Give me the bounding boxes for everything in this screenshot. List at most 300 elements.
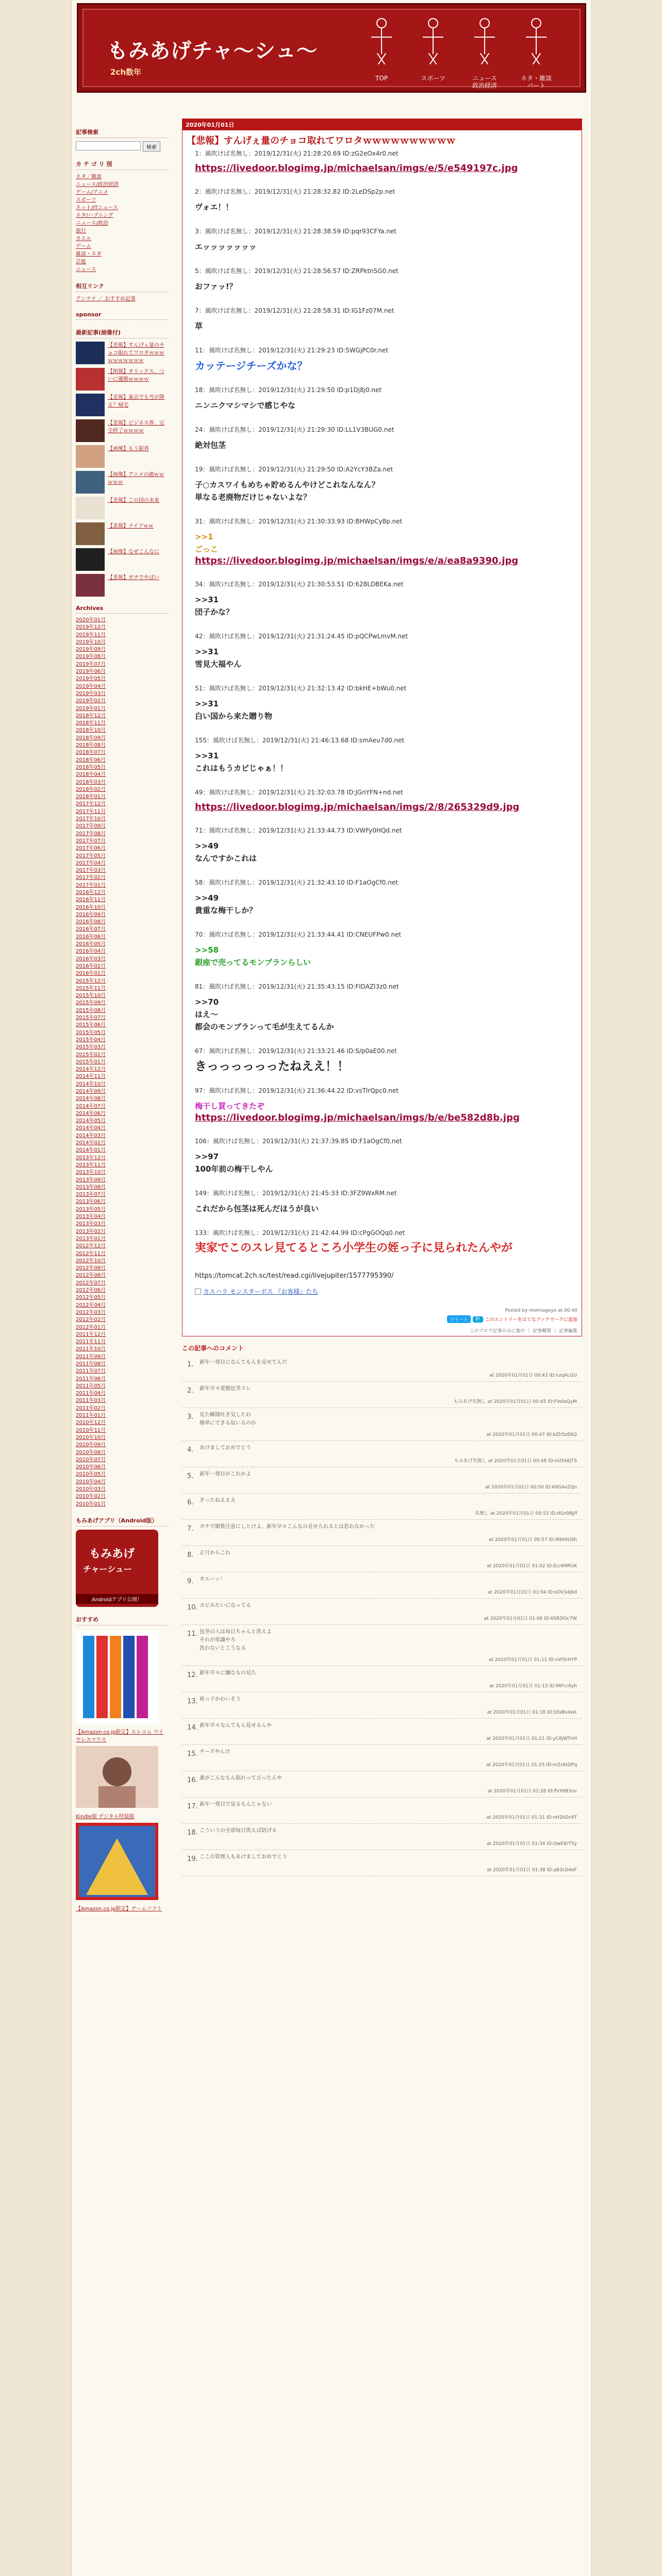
nav-sports-label[interactable]: スポーツ: [421, 75, 445, 82]
archive-link[interactable]: 2015年05月: [76, 1029, 106, 1036]
archive-link[interactable]: 2017年12月: [76, 801, 106, 807]
archive-link[interactable]: 2017年09月: [76, 823, 106, 829]
app-banner-line1: もみあげ: [89, 1547, 135, 1561]
category-link[interactable]: 雑談・ネタ: [76, 251, 102, 257]
comment-footer: at 2020年01月01日 01:28 ID:PzY6B3nv: [487, 1789, 577, 1794]
ad-product-image[interactable]: [76, 1631, 158, 1723]
archive-link[interactable]: 2016年01月: [76, 971, 106, 977]
archive-link[interactable]: 2019年02月: [76, 698, 106, 704]
response-body: おファッ!？: [195, 282, 237, 291]
category-link[interactable]: ニュース: [76, 267, 96, 273]
archive-link[interactable]: 2011年09月: [76, 1353, 106, 1360]
comment-number: 15.: [187, 1750, 198, 1758]
nav-top-label[interactable]: TOP: [375, 75, 388, 82]
comment-body: 見た瞬間吐き気したわ 簡単にできる奴いるのか: [200, 1412, 256, 1426]
nav-neta-figure-icon[interactable]: [521, 18, 552, 75]
archive-link[interactable]: 2014年08月: [76, 1096, 106, 1102]
archive-link[interactable]: 2011年03月: [76, 1398, 106, 1404]
archive-link[interactable]: 2018年09月: [76, 735, 106, 741]
archive-link[interactable]: 2016年10月: [76, 904, 106, 910]
response: [195, 632, 569, 670]
archive-link[interactable]: 2015年10月: [76, 993, 106, 999]
archive-link[interactable]: 2012年02月: [76, 1317, 106, 1323]
comment: [182, 1798, 582, 1824]
response-header: 24：風吹けば名無し：2019/12/31(火) 21:29:30 ID:LL1V3BUG0.net: [195, 426, 394, 433]
category-link[interactable]: カエル: [76, 236, 91, 242]
highlight-thumbnail[interactable]: [76, 394, 105, 416]
archive-link[interactable]: 2017年01月: [76, 882, 106, 888]
archive-link[interactable]: 2017年10月: [76, 816, 106, 822]
response: [195, 736, 569, 774]
archive-link[interactable]: 2019年04月: [76, 683, 106, 689]
archive-link[interactable]: 2018年04月: [76, 772, 106, 778]
comment-footer: at 2020年01月01日 01:06 ID:6SRDOc7W: [484, 1616, 577, 1621]
ad-heading: おすすめ: [76, 1614, 169, 1625]
archive-link[interactable]: 2018年08月: [76, 742, 106, 749]
archive-link[interactable]: 2015年11月: [76, 985, 106, 991]
comment: [182, 1355, 582, 1382]
comment-footer: at 2020年01月01日 01:18 ID:QfaBv4wL: [487, 1710, 577, 1715]
highlights-heading: 最新記事(画像付): [76, 327, 169, 338]
category-link[interactable]: ゲーム: [76, 244, 91, 249]
response: [195, 517, 569, 566]
archive-link[interactable]: 2014年11月: [76, 1074, 106, 1080]
archive-link[interactable]: 2013年08月: [76, 1184, 106, 1190]
archive-link[interactable]: 2014年02月: [76, 1140, 106, 1146]
archive-link[interactable]: 2019年06月: [76, 669, 106, 675]
archive-link[interactable]: 2014年06月: [76, 1110, 106, 1116]
comment-footer: at 2020年01月01日 01:02 ID:Ec/4MRUK: [487, 1564, 577, 1569]
response: [195, 580, 569, 618]
archive-link[interactable]: 2018年12月: [76, 713, 106, 719]
broken-image-icon: [195, 1289, 201, 1295]
archive-link[interactable]: 2015年02月: [76, 1052, 106, 1058]
archive-link[interactable]: 2011年04月: [76, 1391, 106, 1397]
search-form: [76, 141, 169, 151]
highlight-item[interactable]: [76, 368, 169, 391]
comment: [182, 1850, 582, 1876]
highlight-item[interactable]: [76, 471, 169, 494]
archive-link[interactable]: 2011年10月: [76, 1346, 106, 1352]
archive-link[interactable]: 2017年04月: [76, 860, 106, 866]
highlight-link[interactable]: 【悲報】ガチでやばい: [108, 575, 159, 581]
archive-link[interactable]: 2016年07月: [76, 926, 106, 933]
article-subnav[interactable]: このブログ記事のみに集中 ｜ 記事概要 ｜ 記事編集: [469, 1329, 577, 1334]
nav-neta-label[interactable]: ネタ・雑談 パート: [520, 75, 552, 89]
archive-link[interactable]: 2013年01月: [76, 1235, 106, 1242]
comment-footer: at 2020年01月01日 01:25 ID:mZs6tDPq: [486, 1762, 577, 1768]
comment-number: 9.: [187, 1578, 194, 1585]
ad-game-image[interactable]: [76, 1823, 158, 1900]
archive-link[interactable]: 2019年12月: [76, 624, 106, 631]
comment-body: ここの管理人もあけましておめでとう: [200, 1854, 287, 1860]
comment-number: 1.: [187, 1361, 194, 1368]
archive-link[interactable]: 2016年08月: [76, 919, 106, 925]
comment-body: こういうの全部毎日洗えば防げる: [200, 1828, 277, 1834]
highlight-item[interactable]: [76, 445, 169, 468]
highlight-thumbnail[interactable]: [76, 548, 105, 571]
archive-link[interactable]: 2012年07月: [76, 1280, 106, 1286]
comment-number: 3.: [187, 1413, 194, 1421]
site-subtitle: 2ch数年: [110, 67, 142, 77]
ad-book-image[interactable]: [76, 1746, 158, 1808]
archive-link[interactable]: 2015年03月: [76, 1044, 106, 1050]
archive-link[interactable]: 2018年05月: [76, 764, 106, 770]
category-list: [76, 173, 169, 274]
archive-link[interactable]: 2010年03月: [76, 1486, 106, 1493]
nav-news-figure-icon[interactable]: [469, 18, 500, 75]
archive-link[interactable]: 2012年03月: [76, 1309, 106, 1315]
archive-link[interactable]: 2012年10月: [76, 1258, 106, 1264]
comment-number: 10.: [187, 1604, 198, 1612]
comment-body: 新年一発目になんてもんを見せてんだ: [200, 1360, 287, 1365]
response-body: エッッッッッッッ: [195, 242, 257, 251]
highlight-link[interactable]: 【画像】なぜこんなに: [108, 549, 159, 555]
archive-link[interactable]: 2018年01月: [76, 794, 106, 800]
related-image-label: カスハラ モンスターボス 『お客様』たち: [203, 1288, 319, 1295]
archive-link[interactable]: 2012年11月: [76, 1250, 106, 1257]
highlight-item[interactable]: [76, 394, 169, 416]
mutual-links-list: [76, 295, 169, 303]
response-body: きっっっっっったねええ！！: [195, 1060, 349, 1073]
highlight-thumbnail[interactable]: [76, 522, 105, 545]
hatena-bookmark-link[interactable]: このエントリーをはてなブックマークに追加: [485, 1317, 577, 1323]
response-header: 81：風吹けば名無し：2019/12/31(火) 21:35:43.15 ID:FIDAZl3z0.net: [195, 983, 399, 990]
response: [195, 465, 569, 503]
response-image-link[interactable]: https://livedoor.blogimg.jp/michaelsan/imgs/2/8/265329d9.jpg: [195, 802, 520, 812]
archive-link[interactable]: 2013年09月: [76, 1177, 106, 1183]
archive-link[interactable]: 2011年08月: [76, 1361, 106, 1367]
comment-number: 12.: [187, 1671, 198, 1679]
comment-body: ガチで閲覧注意にしとけよ、新年早々こんなの見せられるとは思わなかった: [200, 1524, 375, 1530]
response-header: 34：風吹けば名無し：2019/12/31(火) 21:30:53.51 ID:628LDBEKa.net: [195, 581, 404, 588]
archive-link[interactable]: 2013年06月: [76, 1199, 106, 1205]
archive-link[interactable]: 2013年10月: [76, 1170, 106, 1176]
response-header: 42：風吹けば名無し：2019/12/31(火) 21:31:24.45 ID:pQCPwLmvM.net: [195, 633, 408, 640]
archive-link[interactable]: 2018年02月: [76, 786, 106, 792]
comment-body: 正月からこれ: [200, 1550, 230, 1556]
archive-link[interactable]: 2010年12月: [76, 1420, 106, 1426]
archive-link[interactable]: 2016年04月: [76, 948, 106, 955]
response: [195, 227, 569, 253]
category-link[interactable]: ネタ/ハプニング: [76, 213, 113, 218]
archive-link[interactable]: 2016年03月: [76, 956, 106, 962]
response: [195, 1046, 569, 1073]
highlight-link[interactable]: 【悲報】東京でも雪が降る？帰宅: [108, 395, 164, 408]
ad-caption-3[interactable]: 【Amazon.co.jp限定】ゲームソフト: [76, 1906, 162, 1912]
archive-link[interactable]: 2012年12月: [76, 1243, 106, 1249]
archive-link[interactable]: 2017年11月: [76, 808, 106, 815]
archive-link[interactable]: 2015年09月: [76, 1000, 106, 1006]
highlight-thumbnail[interactable]: [76, 368, 105, 391]
comment-footer: at 2020年01月01日 01:11 ID:vVt5rHYP: [488, 1657, 577, 1663]
comment: [182, 1666, 582, 1692]
archive-link[interactable]: 2019年10月: [76, 639, 106, 645]
mutual-link[interactable]: アンテナ ／ おすすめ記事: [76, 296, 136, 302]
highlight-item[interactable]: [76, 548, 169, 571]
response-header: 58：風吹けば名無し：2019/12/31(火) 21:32:43.10 ID:F1aOgCf0.net: [195, 879, 398, 886]
response: [195, 930, 569, 969]
archive-link[interactable]: 2013年03月: [76, 1221, 106, 1227]
archive-link[interactable]: 2016年09月: [76, 911, 106, 918]
source-url[interactable]: https://tomcat.2ch.sc/test/read.cgi/livejupiter/1577795390/: [195, 1272, 394, 1280]
archive-link[interactable]: 2017年06月: [76, 845, 106, 852]
archive-link[interactable]: 2010年08月: [76, 1449, 106, 1455]
highlight-link[interactable]: 【朗報】オリックス、ついに優勝ｗｗｗｗ: [108, 369, 164, 382]
comment-number: 11.: [187, 1630, 198, 1638]
archive-link[interactable]: 2011年12月: [76, 1331, 106, 1337]
archive-link[interactable]: 2019年07月: [76, 661, 106, 667]
category-link[interactable]: ニュース/政治経済: [76, 182, 119, 188]
response: [195, 878, 569, 917]
ad-caption-2[interactable]: Kindle版 デジタル特装版: [76, 1814, 135, 1820]
archive-link[interactable]: 2013年07月: [76, 1192, 106, 1198]
archive-link[interactable]: 2012年01月: [76, 1324, 106, 1330]
archive-link[interactable]: 2019年11月: [76, 632, 106, 638]
archive-link[interactable]: 2012年06月: [76, 1287, 106, 1294]
response-body: >>97 100年前の梅干しやん: [195, 1152, 273, 1174]
highlight-item[interactable]: [76, 522, 169, 545]
archive-link[interactable]: 2014年05月: [76, 1118, 106, 1124]
archive-link[interactable]: 2013年04月: [76, 1214, 106, 1220]
comment-number: 6.: [187, 1499, 194, 1506]
response: [195, 684, 569, 722]
archive-link[interactable]: 2013年12月: [76, 1155, 106, 1161]
archive-link[interactable]: 2014年01月: [76, 1147, 106, 1154]
highlight-item[interactable]: [76, 419, 169, 442]
response: [195, 826, 569, 865]
archive-link[interactable]: 2014年10月: [76, 1081, 106, 1087]
archive-link[interactable]: 2010年04月: [76, 1479, 106, 1485]
archive-link[interactable]: 2016年05月: [76, 941, 106, 947]
archive-link[interactable]: 2010年11月: [76, 1427, 106, 1433]
app-banner[interactable]: [76, 1530, 158, 1607]
highlight-thumbnail[interactable]: [76, 445, 105, 468]
comment-body: 誰がこんなもん貼れって言ったんや: [200, 1775, 282, 1781]
article-date: 2020年01月01日: [183, 119, 582, 130]
archive-link[interactable]: 2011年11月: [76, 1339, 106, 1345]
comment-number: 19.: [187, 1855, 198, 1863]
archive-link[interactable]: 2014年12月: [76, 1066, 106, 1073]
sponsor-heading: sponsor: [76, 310, 169, 320]
nav-sports-figure-icon[interactable]: [418, 18, 449, 75]
site-title[interactable]: もみあげチャ～シュ～: [107, 39, 318, 63]
comment: [182, 1824, 582, 1850]
response-header: 70：風吹けば名無し：2019/12/31(火) 21:33:44.41 ID:CNEUFPw0.net: [195, 931, 402, 938]
response-body: >>31 雪見大福やん: [195, 647, 242, 669]
highlight-link[interactable]: 【悲報】ビジネス界、完全終了ｗｗｗｗ: [108, 420, 164, 434]
archive-link[interactable]: 2015年07月: [76, 1015, 106, 1021]
category-link[interactable]: ネット/ITニュース: [76, 205, 118, 211]
archive-link[interactable]: 2010年05月: [76, 1471, 106, 1478]
comment-footer: at 2020年01月01日 00:57 ID:IRbHIUSh: [488, 1537, 577, 1543]
response-header: 7：風吹けば名無し：2019/12/31(火) 21:28:58.31 ID:IG1Fz07M.net: [195, 307, 394, 314]
archive-link[interactable]: 2019年09月: [76, 647, 106, 653]
response-body: >>49 貴重な梅干しか？: [195, 893, 257, 915]
highlight-link[interactable]: 【悲報】すんげぇ量のチョコ取れてワロタｗｗｗｗｗｗｗｗｗｗ: [108, 343, 164, 364]
archive-link[interactable]: 2013年02月: [76, 1228, 106, 1234]
highlight-thumbnail[interactable]: [76, 497, 105, 519]
archive-link[interactable]: 2010年07月: [76, 1456, 106, 1463]
archive-link[interactable]: 2014年07月: [76, 1103, 106, 1109]
archive-link[interactable]: 2016年12月: [76, 889, 106, 895]
highlight-item[interactable]: [76, 574, 169, 597]
search-button[interactable]: 検索: [143, 141, 160, 151]
archive-link[interactable]: 2015年08月: [76, 1007, 106, 1013]
archive-link[interactable]: 2010年02月: [76, 1494, 106, 1500]
page: [71, 0, 592, 2576]
response-header: 11：風吹けば名無し：2019/12/31(火) 21:29:23 ID:5WGjPC0r.net: [195, 347, 388, 354]
archive-link[interactable]: 2010年06月: [76, 1464, 106, 1470]
response-header: 31：風吹けば名無し：2019/12/31(火) 21:30:33.93 ID:BHWpCy8p.net: [195, 518, 403, 525]
highlight-link[interactable]: 【画像】もう限界: [108, 446, 149, 452]
archive-link[interactable]: 2015年06月: [76, 1022, 106, 1028]
archive-link[interactable]: 2010年01月: [76, 1501, 106, 1507]
comments-heading: この記事へのコメント: [182, 1345, 244, 1352]
comment: [182, 1572, 582, 1599]
comment-body: きったねえええ: [200, 1498, 236, 1503]
response-body: これだから包茎は死んだほうが良い: [195, 1204, 319, 1213]
hatena-button[interactable]: B!: [473, 1316, 483, 1323]
archive-link[interactable]: 2011年01月: [76, 1413, 106, 1419]
archive-link[interactable]: 2013年11月: [76, 1162, 106, 1168]
archive-link[interactable]: 2012年04月: [76, 1302, 106, 1308]
archive-link[interactable]: 2014年09月: [76, 1089, 106, 1094]
comment: [182, 1771, 582, 1798]
nav-top-figure-icon[interactable]: [366, 18, 397, 75]
archive-link[interactable]: 2014年04月: [76, 1125, 106, 1131]
archive-link[interactable]: 2018年11月: [76, 720, 106, 726]
archive-link[interactable]: 2012年09月: [76, 1265, 106, 1272]
comment-footer: at 2020年01月01日 01:04 ID:xOV34J6d: [488, 1590, 577, 1595]
category-link[interactable]: ゲーム/アニメ: [76, 190, 108, 195]
comment-body: チーズやんけ: [200, 1749, 230, 1755]
comment-footer: at 2020年01月01日 01:38 ID:aB3cD4eF: [487, 1868, 577, 1873]
archive-link[interactable]: 2017年08月: [76, 831, 106, 837]
tweet-button[interactable]: ツイート: [447, 1315, 471, 1323]
archive-link[interactable]: 2018年06月: [76, 757, 106, 763]
response-header: 18：風吹けば名無し：2019/12/31(火) 21:29:50 ID:p1Dj8j0.net: [195, 386, 382, 394]
archives-heading: Archives: [76, 604, 169, 614]
comment-number: 8.: [187, 1551, 194, 1559]
archive-link[interactable]: 2018年03月: [76, 779, 106, 785]
archive-link[interactable]: 2018年10月: [76, 727, 106, 734]
response-body: 子○カスワイもめちゃ貯めるんやけどこれなんなん？ 単なる老廃物だけじゃないよな？: [195, 480, 379, 502]
response-header: 3：風吹けば名無し：2019/12/31(火) 21:28:38.59 ID:pqr93CFYa.net: [195, 228, 396, 235]
highlight-link[interactable]: 【悲報】ナイフｗｗ: [108, 523, 154, 529]
response-header: 67：風吹けば名無し：2019/12/31(火) 21:33:21.46 ID:S/p0aE00.net: [195, 1047, 397, 1055]
response-image-link[interactable]: https://livedoor.blogimg.jp/michaelsan/imgs/e/a/ea8a9390.jpg: [195, 555, 519, 566]
comment-footer: at 2020年01月01日 00:50 ID:A9GAvZQn: [485, 1485, 577, 1490]
response-header: 133：風吹けば名無し：2019/12/31(火) 21:42:44.99 ID:cPgGOQq0.net: [195, 1229, 405, 1236]
highlight-item[interactable]: [76, 342, 169, 365]
archive-link[interactable]: 2015年12月: [76, 978, 106, 984]
archive-link[interactable]: 2012年08月: [76, 1273, 106, 1279]
highlight-link[interactable]: 【悲報】この国の未来: [108, 498, 159, 503]
archive-link[interactable]: 2020年01月: [76, 617, 106, 623]
archive-link[interactable]: 2012年05月: [76, 1295, 106, 1301]
share-bar: [183, 1315, 582, 1325]
lead-response-header: 1：風吹けば名無し：2019/12/31(火) 21:28:20.69 ID:zG2eOx4r0.net: [195, 150, 399, 157]
comment-body: 包茎の人は毎日ちゃんと洗えよ それが常識やろ 洗わないとこうなる: [200, 1629, 272, 1651]
category-link[interactable]: 芸能: [76, 259, 86, 265]
related-image-link[interactable]: [195, 1287, 569, 1296]
archive-link[interactable]: 2019年08月: [76, 654, 106, 660]
category-link[interactable]: ネタ／雑談: [76, 174, 102, 180]
response-body: >>31 白い国から来た贈り物: [195, 699, 273, 721]
archive-link[interactable]: 2017年03月: [76, 868, 106, 874]
highlight-thumbnail[interactable]: [76, 574, 105, 597]
article-title[interactable]: 【悲報】すんげぇ量のチョコ取れてワロタｗｗｗｗｗｗｗｗｗｗ: [187, 135, 456, 146]
ad-caption-1[interactable]: 【Amazon.co.jp限定】エレコム ワイヤレスマウス: [76, 1729, 164, 1743]
response: [195, 1228, 569, 1255]
comment-number: 17.: [187, 1803, 198, 1810]
archive-link[interactable]: 2014年03月: [76, 1132, 106, 1139]
category-link[interactable]: スポーツ: [76, 197, 96, 203]
archive-link[interactable]: 2019年03月: [76, 690, 106, 697]
highlight-thumbnail[interactable]: [76, 342, 105, 364]
archive-link[interactable]: 2017年02月: [76, 875, 106, 881]
archive-link[interactable]: 2016年11月: [76, 897, 106, 903]
highlight-thumbnail[interactable]: [76, 471, 105, 494]
lead-image-link[interactable]: https://livedoor.blogimg.jp/michaelsan/imgs/e/5/e549197c.jpg: [195, 163, 518, 174]
response: [195, 425, 569, 451]
response-body: ニンニクマシマシで感じやな: [195, 401, 296, 410]
comment-number: 7.: [187, 1525, 194, 1533]
response-header: 2：風吹けば名無し：2019/12/31(火) 21:28:32.82 ID:2LeDSp2p.net: [195, 188, 395, 195]
archive-link[interactable]: 2016年02月: [76, 963, 106, 969]
comment-footer: at 2020年01月01日 01:15 ID:MlFcr6yh: [489, 1684, 577, 1689]
response-body: ヴォエ！！: [195, 202, 234, 212]
archive-link[interactable]: 2011年06月: [76, 1376, 106, 1382]
comment-number: 2.: [187, 1387, 194, 1395]
archive-link[interactable]: 2010年09月: [76, 1442, 106, 1448]
comment-body: あけましておめでとう: [200, 1445, 251, 1451]
article-footer: Posted by momiageyo at 00:40: [505, 1308, 577, 1313]
response: [195, 187, 569, 213]
archive-link[interactable]: 2013年05月: [76, 1206, 106, 1212]
response-image-link[interactable]: https://livedoor.blogimg.jp/michaelsan/imgs/b/e/be582d8b.jpg: [195, 1112, 520, 1123]
highlight-item[interactable]: [76, 497, 169, 519]
comment: [182, 1520, 582, 1546]
archive-link[interactable]: 2010年10月: [76, 1434, 106, 1440]
comment-footer: もみあげ名無し at 2020年01月01日 00:45 ID:FVoloQyM: [453, 1399, 577, 1404]
comment-number: 4.: [187, 1446, 194, 1454]
nav-news-label[interactable]: ニュース 政治経済: [472, 75, 497, 89]
archive-link[interactable]: 2017年05月: [76, 853, 106, 859]
search-input[interactable]: [76, 141, 141, 150]
category-link[interactable]: 旅行: [76, 228, 86, 234]
archive-link[interactable]: 2015年01月: [76, 1059, 106, 1065]
response-body: >>70 はえ～ 都会のモンブランって毛が生えてるんか: [195, 997, 334, 1031]
archive-link[interactable]: 2011年05月: [76, 1383, 106, 1389]
archive-link[interactable]: 2018年07月: [76, 750, 106, 756]
archive-link[interactable]: 2015年04月: [76, 1037, 106, 1043]
highlight-thumbnail[interactable]: [76, 419, 105, 442]
archive-link[interactable]: 2019年05月: [76, 676, 106, 682]
archive-link[interactable]: 2017年07月: [76, 838, 106, 844]
category-link[interactable]: ニュース/政治: [76, 221, 108, 226]
archive-link[interactable]: 2019年01月: [76, 705, 106, 711]
comment-footer: at 2020年01月01日 00:43 ID:nzqALGU: [489, 1373, 577, 1378]
archive-link[interactable]: 2011年02月: [76, 1405, 106, 1411]
response-body: 草: [195, 321, 203, 331]
comment-number: 16.: [187, 1776, 198, 1784]
archive-link[interactable]: 2016年06月: [76, 934, 106, 940]
response: [195, 1137, 569, 1175]
archive-link[interactable]: 2011年07月: [76, 1368, 106, 1375]
highlight-link[interactable]: 【画像】アニメの顔ｗｗｗｗｗ: [108, 472, 164, 485]
